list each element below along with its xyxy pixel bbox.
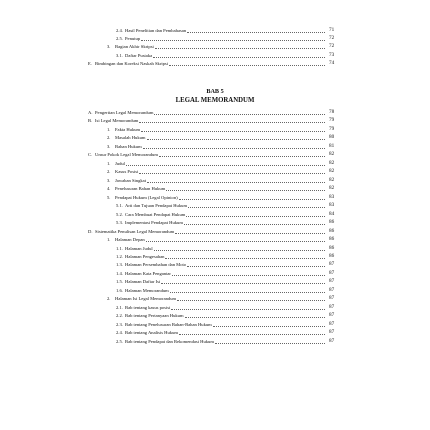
toc-entry-number: 1.4. bbox=[116, 270, 123, 276]
dot-leader bbox=[170, 292, 325, 293]
toc-entry-label: Bab tentang kasus posisi bbox=[125, 304, 171, 310]
toc-entry-number: 2.5. bbox=[116, 36, 123, 42]
toc-entry-label: Daftar Pustaka bbox=[125, 52, 153, 58]
toc-entry-label: Unsur Pokok Legal Memorandum bbox=[95, 152, 158, 158]
toc-entry bbox=[0, 295, 430, 302]
chapter-subtitle: LEGAL MEMORANDUM bbox=[175, 97, 255, 104]
toc-entry bbox=[0, 134, 430, 141]
toc-entry-label: Penutup bbox=[125, 36, 141, 42]
dot-leader bbox=[141, 131, 325, 132]
toc-entry-number: 4. bbox=[107, 186, 111, 192]
toc-entry-label: Bab tentang Pertanyaan Hukum bbox=[125, 313, 184, 319]
toc-entry bbox=[0, 228, 430, 235]
dot-leader bbox=[141, 40, 325, 41]
toc-entry-number: 1. bbox=[107, 126, 111, 132]
dot-leader bbox=[154, 250, 325, 251]
toc-entry-page: 83 bbox=[329, 202, 335, 209]
toc-entry-number: E. bbox=[88, 60, 92, 66]
dot-leader bbox=[147, 139, 326, 140]
toc-entry-label: Bagian Akhir Skripsi bbox=[115, 44, 154, 50]
toc-entry-number: D. bbox=[88, 228, 93, 234]
toc-entry bbox=[0, 329, 430, 336]
toc-entry-page: 84 bbox=[329, 210, 335, 217]
toc-entry-number: 1.6. bbox=[116, 287, 123, 293]
toc-entry bbox=[0, 287, 430, 294]
toc-entry bbox=[0, 151, 430, 158]
toc-entry-number: 5.2. bbox=[116, 211, 123, 217]
dot-leader bbox=[139, 173, 325, 174]
toc-entry-number: 3. bbox=[107, 143, 111, 149]
toc-entry-number: 2. bbox=[107, 296, 111, 302]
dot-leader bbox=[185, 317, 325, 318]
dot-leader bbox=[126, 165, 325, 166]
dot-leader bbox=[166, 190, 325, 191]
toc-entry bbox=[0, 177, 430, 184]
dot-leader bbox=[165, 258, 325, 259]
toc-entry-page: 79 bbox=[329, 117, 335, 124]
toc-entry-label: Halaman Isi Legal Memorandum bbox=[115, 296, 177, 302]
toc-entry bbox=[0, 126, 430, 133]
toc-entry-label: Halaman Memorandum bbox=[125, 287, 169, 293]
dot-leader bbox=[147, 182, 325, 183]
toc-entry-number: 2.5. bbox=[116, 338, 123, 344]
toc-entry bbox=[0, 202, 430, 209]
toc-entry-page: 72 bbox=[329, 43, 335, 50]
toc-entry-page: 71 bbox=[329, 27, 335, 33]
toc-entry-page: 87 bbox=[329, 320, 335, 327]
toc-entry-label: Fakta Hukum bbox=[115, 126, 141, 132]
toc-entry-number: 5.3. bbox=[116, 220, 123, 226]
toc-entry bbox=[0, 117, 430, 124]
toc-entry-label: Halaman Pengesahan bbox=[125, 253, 165, 259]
dot-leader bbox=[177, 300, 325, 301]
toc-entry-page: 86 bbox=[329, 236, 335, 243]
toc-entry-page: 74 bbox=[329, 59, 335, 66]
toc-entry-label: Bab tentang Analisis Hukum bbox=[125, 330, 178, 336]
dot-leader bbox=[187, 266, 325, 267]
toc-entry bbox=[0, 35, 430, 42]
toc-entry-page: 87 bbox=[329, 329, 335, 336]
toc-entry-label: Halaman Daftar Isi bbox=[125, 279, 161, 285]
toc-entry-label: Bimbingan dan Koreksi Naskah Skripsi bbox=[95, 60, 168, 66]
toc-entry-label: Implementasi Pendapat Hukum bbox=[125, 220, 183, 226]
dot-leader bbox=[184, 224, 325, 225]
dot-leader bbox=[169, 65, 325, 66]
dot-leader bbox=[175, 233, 325, 234]
toc-entry-label: Sistematika Penulisan Legal Memorandum bbox=[95, 228, 175, 234]
toc-entry-number: B. bbox=[88, 118, 93, 124]
toc-entry-number: 1.2. bbox=[116, 253, 123, 259]
toc-entry-label: Kasus Posisi bbox=[115, 169, 139, 175]
toc-entry bbox=[0, 219, 430, 226]
toc-entry bbox=[0, 160, 430, 167]
toc-entry-number: 5. bbox=[107, 194, 111, 200]
toc-entry-page: 87 bbox=[329, 337, 335, 344]
toc-entry-number: 1.1. bbox=[116, 245, 123, 251]
toc-entry-page: 87 bbox=[329, 303, 335, 310]
toc-entry-number: C. bbox=[88, 152, 93, 158]
dot-leader bbox=[187, 32, 325, 33]
toc-entry-page: 78 bbox=[329, 109, 335, 115]
chapter-title: BAB 5 bbox=[206, 88, 224, 95]
dot-leader bbox=[186, 216, 325, 217]
toc-entry-page: 87 bbox=[329, 286, 335, 293]
toc-entry bbox=[0, 168, 430, 175]
toc-entry bbox=[0, 253, 430, 260]
dot-leader bbox=[179, 334, 325, 335]
toc-entry-page: 82 bbox=[329, 185, 335, 192]
dot-leader bbox=[215, 343, 325, 344]
toc-entry-page: 87 bbox=[329, 278, 335, 285]
dot-leader bbox=[179, 199, 325, 200]
toc-entry-label: Judul bbox=[115, 160, 125, 166]
toc-entry-number: A. bbox=[88, 110, 93, 115]
dot-leader bbox=[213, 326, 325, 327]
dot-leader bbox=[172, 275, 325, 276]
toc-entry-number: 3.1. bbox=[116, 52, 123, 58]
toc-entry-page: 80 bbox=[329, 134, 335, 141]
toc-entry-number: 2. bbox=[107, 135, 111, 141]
toc-entry-number: 3. bbox=[107, 44, 111, 50]
toc-entry bbox=[0, 27, 430, 34]
toc-entry bbox=[0, 261, 430, 268]
toc-entry-page: 82 bbox=[329, 168, 335, 175]
toc-entry bbox=[0, 143, 430, 150]
toc-entry-page: 86 bbox=[329, 244, 335, 251]
toc-entry-number: 1. bbox=[107, 237, 111, 243]
toc-entry-label: Isi Legal Memorandum bbox=[95, 118, 139, 124]
toc-entry-label: Arti dan Tujuan Pendapat Hukum bbox=[125, 203, 188, 209]
toc-entry-number: 3. bbox=[107, 177, 111, 183]
toc-entry bbox=[0, 60, 430, 67]
toc-entry-number: 1.3. bbox=[116, 262, 123, 268]
toc-entry bbox=[0, 211, 430, 218]
dot-leader bbox=[188, 207, 325, 208]
toc-entry-label: Bab tentang Pendapat dan Rekomendasi Hukum bbox=[125, 338, 214, 344]
toc-entry-page: 79 bbox=[329, 125, 335, 132]
toc-entry-label: Bahan Hukum bbox=[115, 143, 142, 149]
dot-leader bbox=[153, 57, 325, 58]
dot-leader bbox=[154, 114, 325, 115]
toc-entry-number: 2.3. bbox=[116, 321, 123, 327]
toc-entry-number: 2.2. bbox=[116, 313, 123, 319]
toc-entry bbox=[0, 321, 430, 328]
toc-entry-number: 2. bbox=[107, 169, 111, 175]
dot-leader bbox=[159, 156, 325, 157]
toc-entry-page: 83 bbox=[329, 193, 335, 200]
toc-entry bbox=[0, 109, 430, 116]
toc-entry-label: Masalah Hukum bbox=[115, 135, 146, 141]
toc-entry-label: Halaman Depan bbox=[115, 237, 145, 243]
toc-entry-label: Halaman Judul bbox=[125, 245, 153, 251]
toc-entry-label: Bab tentang Penelusuran Bahan-Bahan Hukum bbox=[125, 321, 212, 327]
dot-leader bbox=[143, 148, 325, 149]
toc-entry bbox=[0, 270, 430, 277]
toc-entry-label: Halaman Persembahan dan Moto bbox=[125, 262, 187, 268]
dot-leader bbox=[161, 283, 325, 284]
toc-entry bbox=[0, 185, 430, 192]
toc-entry-page: 81 bbox=[329, 142, 335, 149]
toc-entry-label: Cara Membuat Pendapat Hukum bbox=[125, 211, 186, 217]
toc-entry bbox=[0, 194, 430, 201]
toc-entry-number: 2.4. bbox=[116, 330, 123, 336]
dot-leader bbox=[146, 241, 325, 242]
toc-entry-page: 72 bbox=[329, 35, 335, 42]
toc-entry-page: 82 bbox=[329, 176, 335, 183]
toc-entry-page: 87 bbox=[329, 295, 335, 302]
toc-entry bbox=[0, 312, 430, 319]
toc-entry bbox=[0, 304, 430, 311]
toc-entry bbox=[0, 43, 430, 50]
dot-leader bbox=[139, 122, 325, 123]
toc-entry-page: 87 bbox=[329, 269, 335, 276]
toc-entry bbox=[0, 245, 430, 252]
toc-entry-label: Halaman Kata Pengantar bbox=[125, 270, 171, 276]
toc-entry-label: Jawaban Singkat bbox=[115, 177, 147, 183]
toc-entry-label: Penelusuran Bahan Hukum bbox=[115, 186, 166, 192]
dot-leader bbox=[155, 48, 325, 49]
toc-entry-page: 82 bbox=[329, 151, 335, 158]
toc-entry-page: 86 bbox=[329, 227, 335, 234]
toc-entry-number: 5.1. bbox=[116, 203, 123, 209]
toc-entry-number: 2.4. bbox=[116, 28, 123, 33]
toc-entry bbox=[0, 278, 430, 285]
toc-entry-page: 86 bbox=[329, 252, 335, 259]
toc-entry-label: Hasil Penelitian dan Pembahasan bbox=[125, 28, 187, 33]
toc-entry-label: Pengertian Legal Memorandum bbox=[95, 110, 154, 115]
toc-entry-number: 1.5. bbox=[116, 279, 123, 285]
toc-entry bbox=[0, 338, 430, 345]
toc-entry-number: 2.1. bbox=[116, 304, 123, 310]
toc-entry-page: 87 bbox=[329, 261, 335, 268]
toc-entry-number: 1. bbox=[107, 160, 111, 166]
toc-entry-page: 86 bbox=[329, 219, 335, 226]
toc-entry-label: Pendapat Hukum (Legal Opinion) bbox=[115, 194, 178, 200]
toc-entry bbox=[0, 236, 430, 243]
toc-entry bbox=[0, 52, 430, 59]
toc-entry-page: 82 bbox=[329, 159, 335, 166]
toc-entry-page: 87 bbox=[329, 312, 335, 319]
toc-entry-page: 73 bbox=[329, 51, 335, 58]
dot-leader bbox=[171, 309, 325, 310]
